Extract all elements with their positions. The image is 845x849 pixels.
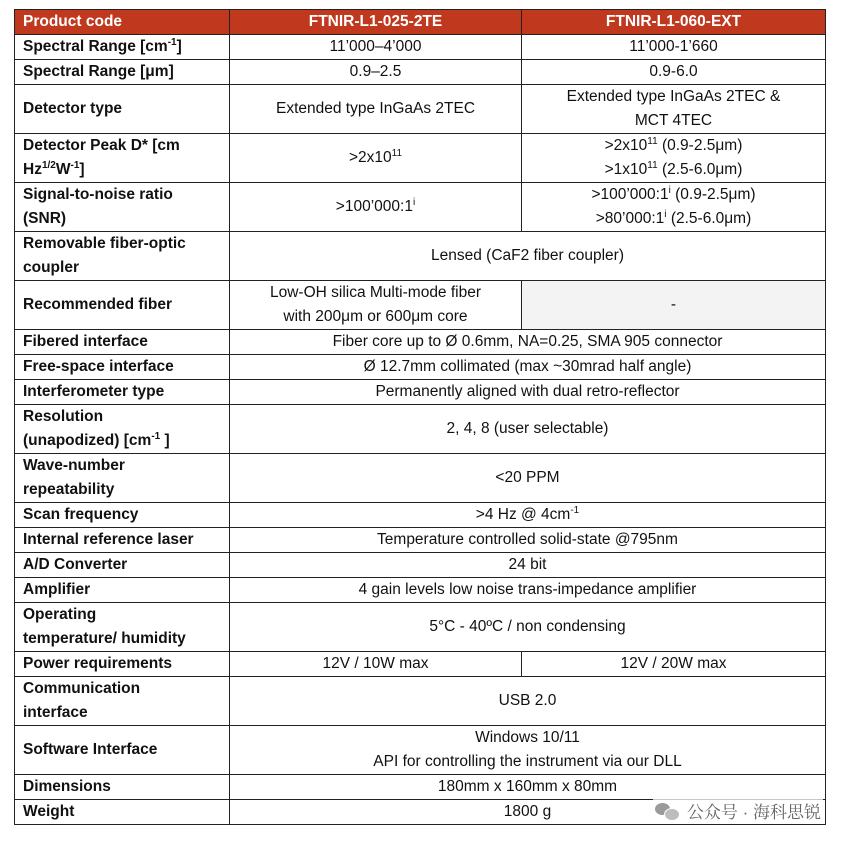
value-ad-converter: 24 bit	[230, 553, 826, 578]
value-spectral-range-um-a: 0.9–2.5	[230, 60, 522, 85]
value-scan-frequency: >4 Hz @ $4cm^{-1}$	[230, 503, 826, 528]
row-ad-converter	[15, 553, 826, 578]
label-detector-type: Detector type	[15, 85, 230, 134]
value-dimensions: 180mm x 160mm x 80mm	[230, 775, 826, 800]
label-spectral-range-um: Spectral Range [μm]	[15, 60, 230, 85]
header-row	[15, 10, 826, 35]
value-recommended-fiber-b: -	[522, 281, 826, 330]
value-weight: 1800 g	[230, 800, 826, 825]
label-free-space-interface: Free-space interface	[15, 355, 230, 380]
label-power-requirements: Power requirements	[15, 652, 230, 677]
label-spectral-range-cm: Spectral Range $[cm^{-1}]$	[15, 35, 230, 60]
value-detector-type-b: Extended type InGaAs 2TEC & MCT 4TEC	[522, 85, 826, 134]
row-resolution	[15, 405, 826, 454]
value-wavenumber-repeatability: <20 PPM	[230, 454, 826, 503]
row-dimensions	[15, 775, 826, 800]
watermark	[653, 798, 823, 823]
value-free-space-interface: Ø 12.7mm collimated (max ~30mrad half angle)	[230, 355, 826, 380]
label-fibered-interface: Fibered interface	[15, 330, 230, 355]
watermark-text: 公众号 · 海科思锐	[686, 803, 821, 822]
row-recommended-fiber	[15, 281, 826, 330]
value-software-interface: Windows 10/11 API for controlling the instrument via our DLL	[230, 726, 826, 775]
value-detector-peak-a: $>2x10^{11}$	[230, 134, 522, 183]
value-operating-temperature: 5°C - 40ºC / non condensing	[230, 603, 826, 652]
value-power-requirements-a: 12V / 10W max	[230, 652, 522, 677]
row-spectral-range-cm	[15, 35, 826, 60]
label-software-interface: Software Interface	[15, 726, 230, 775]
label-resolution: Resolution (unapodized) [$cm^{-1}$ ]	[15, 405, 230, 454]
value-spectral-range-um-b: 0.9-6.0	[522, 60, 826, 85]
row-interferometer-type	[15, 380, 826, 405]
label-amplifier: Amplifier	[15, 578, 230, 603]
value-coupler: Lensed (CaF2 fiber coupler)	[230, 232, 826, 281]
row-power-requirements	[15, 652, 826, 677]
label-ad-converter: A/D Converter	[15, 553, 230, 578]
row-detector-peak	[15, 134, 826, 183]
label-wavenumber-repeatability: Wave-number repeatability	[15, 454, 230, 503]
wechat-icon	[655, 801, 679, 821]
value-interferometer-type: Permanently aligned with dual retro-reflector	[230, 380, 826, 405]
label-communication-interface: Communication interface	[15, 677, 230, 726]
value-amplifier: 4 gain levels low noise trans-impedance amplifier	[230, 578, 826, 603]
value-reference-laser: Temperature controlled solid-state @795nm	[230, 528, 826, 553]
row-reference-laser	[15, 528, 826, 553]
value-snr-b: $>100’000:1^i$ (0.9-2.5μm) $>80’000:1^i$ (2.5-6.0μm)	[522, 183, 826, 232]
value-detector-peak-b: $>2x10^{11}$ (0.9-2.5μm) $>1x10^{11}$ (2.5-6.0μm)	[522, 134, 826, 183]
row-free-space-interface	[15, 355, 826, 380]
label-scan-frequency: Scan frequency	[15, 503, 230, 528]
label-weight: Weight	[15, 800, 230, 825]
label-recommended-fiber: Recommended fiber	[15, 281, 230, 330]
row-coupler	[15, 232, 826, 281]
row-snr	[15, 183, 826, 232]
row-detector-type	[15, 85, 826, 134]
value-power-requirements-b: 12V / 20W max	[522, 652, 826, 677]
row-operating-temperature	[15, 603, 826, 652]
row-communication-interface	[15, 677, 826, 726]
value-resolution: 2, 4, 8 (user selectable)	[230, 405, 826, 454]
label-coupler: Removable fiber-optic coupler	[15, 232, 230, 281]
label-detector-peak: Detector Peak D* [cm $Hz^{1/2}W^{-1}$]	[15, 134, 230, 183]
header-model-a: FTNIR-L1-025-2TE	[230, 10, 522, 35]
value-snr-a: $>100’000:1^i$	[230, 183, 522, 232]
spec-table	[14, 9, 826, 825]
value-spectral-range-cm-a: 11’000–4’000	[230, 35, 522, 60]
value-communication-interface: USB 2.0	[230, 677, 826, 726]
label-reference-laser: Internal reference laser	[15, 528, 230, 553]
row-software-interface	[15, 726, 826, 775]
label-dimensions: Dimensions	[15, 775, 230, 800]
value-fibered-interface: Fiber core up to Ø 0.6mm, NA=0.25, SMA 905 connector	[230, 330, 826, 355]
header-product-code: Product code	[15, 10, 230, 35]
value-spectral-range-cm-b: 11’000-1’660	[522, 35, 826, 60]
header-model-b: FTNIR-L1-060-EXT	[522, 10, 826, 35]
row-amplifier	[15, 578, 826, 603]
value-recommended-fiber-a: Low-OH silica Multi-mode fiber with 200μm or 600μm core	[230, 281, 522, 330]
row-wavenumber-repeatability	[15, 454, 826, 503]
row-fibered-interface	[15, 330, 826, 355]
label-snr: Signal-to-noise ratio (SNR)	[15, 183, 230, 232]
row-scan-frequency	[15, 503, 826, 528]
row-spectral-range-um	[15, 60, 826, 85]
value-detector-type-a: Extended type InGaAs 2TEC	[230, 85, 522, 134]
label-interferometer-type: Interferometer type	[15, 380, 230, 405]
label-operating-temperature: Operating temperature/ humidity	[15, 603, 230, 652]
